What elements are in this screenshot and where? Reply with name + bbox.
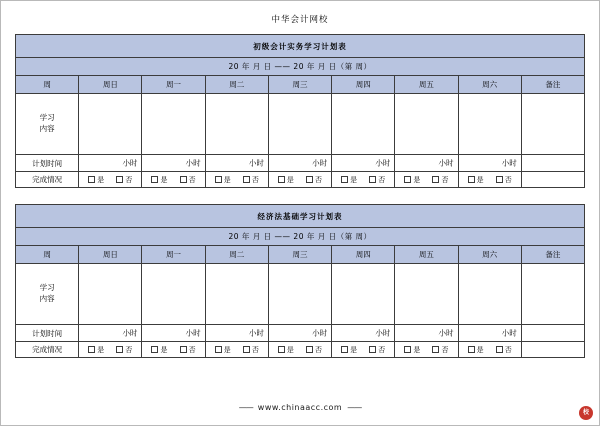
checkbox-no-label: 否 — [504, 345, 512, 354]
column-header-row — [16, 76, 585, 94]
checkbox-yes[interactable] — [151, 345, 167, 355]
footer-url[interactable]: www.chinaacc.com — [257, 403, 343, 412]
status-row-label: 完成情况 — [16, 172, 79, 188]
hour-unit-label: 小时 — [438, 158, 454, 168]
checkbox-yes-label: 是 — [413, 345, 421, 354]
checkbox-icon[interactable] — [243, 176, 250, 183]
time-cell-remark[interactable] — [521, 155, 584, 172]
checkbox-icon[interactable] — [116, 176, 123, 183]
status-cell-mon[interactable] — [142, 342, 205, 358]
time-cell-sat[interactable] — [458, 325, 521, 342]
yes-no-group — [142, 342, 204, 357]
hour-unit-label: 小时 — [122, 328, 138, 338]
col-header-sat: 周六 — [458, 246, 521, 264]
hour-unit-label: 小时 — [438, 328, 454, 338]
col-header-remark: 备注 — [521, 76, 584, 94]
checkbox-icon[interactable] — [151, 176, 158, 183]
content-cell-tue[interactable] — [205, 264, 268, 325]
status-cell-fri[interactable] — [395, 342, 458, 358]
checkbox-icon[interactable] — [369, 176, 376, 183]
checkbox-no-label: 否 — [125, 345, 133, 354]
time-row — [16, 325, 585, 342]
content-cell-remark[interactable] — [521, 264, 584, 325]
checkbox-no-label: 否 — [441, 175, 449, 184]
checkbox-no[interactable] — [243, 345, 259, 355]
hour-unit-label: 小时 — [185, 328, 201, 338]
hour-unit-label: 小时 — [501, 158, 517, 168]
status-cell-tue[interactable] — [205, 172, 268, 188]
yes-no-group — [459, 342, 521, 357]
time-cell-sat[interactable] — [458, 155, 521, 172]
time-cell-fri[interactable] — [395, 325, 458, 342]
checkbox-no-label: 否 — [378, 175, 386, 184]
checkbox-icon[interactable] — [341, 346, 348, 353]
content-cell-mon[interactable] — [142, 94, 205, 155]
yes-no-group — [332, 172, 394, 187]
col-header-tue: 周二 — [205, 246, 268, 264]
checkbox-yes[interactable] — [278, 345, 294, 355]
checkbox-icon[interactable] — [215, 176, 222, 183]
checkbox-yes[interactable] — [404, 345, 420, 355]
checkbox-icon[interactable] — [432, 176, 439, 183]
yes-no-group — [459, 172, 521, 187]
status-cell-sat[interactable] — [458, 342, 521, 358]
checkbox-icon[interactable] — [306, 176, 313, 183]
content-cell-wed[interactable] — [268, 94, 331, 155]
checkbox-no-label: 否 — [441, 345, 449, 354]
content-cell-thu[interactable] — [332, 264, 395, 325]
yes-no-group — [206, 172, 268, 187]
checkbox-icon[interactable] — [404, 346, 411, 353]
checkbox-no[interactable] — [496, 175, 512, 185]
checkbox-icon[interactable] — [341, 176, 348, 183]
time-cell-sun[interactable] — [79, 325, 142, 342]
plan-table-2 — [15, 204, 585, 358]
col-header-week: 周 — [16, 246, 79, 264]
col-header-thu: 周四 — [332, 76, 395, 94]
content-cell-remark[interactable] — [521, 94, 584, 155]
site-name: 中华会计网校 — [271, 15, 329, 25]
time-cell-mon[interactable] — [142, 155, 205, 172]
status-cell-sun[interactable] — [79, 172, 142, 188]
time-row-label: 计划时间 — [16, 325, 79, 342]
content-cell-wed[interactable] — [268, 264, 331, 325]
checkbox-yes-label: 是 — [160, 175, 168, 184]
content-cell-sun[interactable] — [79, 94, 142, 155]
checkbox-icon[interactable] — [278, 176, 285, 183]
col-header-thu: 周四 — [332, 246, 395, 264]
content-cell-tue[interactable] — [205, 94, 268, 155]
checkbox-no-label: 否 — [188, 345, 196, 354]
status-cell-fri[interactable] — [395, 172, 458, 188]
checkbox-no[interactable] — [432, 345, 448, 355]
checkbox-no[interactable] — [369, 345, 385, 355]
checkbox-icon[interactable] — [369, 346, 376, 353]
time-cell-tue[interactable] — [205, 325, 268, 342]
time-cell-wed[interactable] — [268, 325, 331, 342]
time-cell-fri[interactable] — [395, 155, 458, 172]
subtitle-row — [16, 58, 585, 76]
content-cell-fri[interactable] — [395, 94, 458, 155]
table-gap — [15, 188, 585, 204]
time-cell-remark[interactable] — [521, 325, 584, 342]
time-cell-thu[interactable] — [332, 155, 395, 172]
checkbox-no[interactable] — [116, 175, 132, 185]
checkbox-icon[interactable] — [278, 346, 285, 353]
hour-unit-label: 小时 — [248, 158, 264, 168]
checkbox-icon[interactable] — [468, 176, 475, 183]
checkbox-no-label: 否 — [378, 345, 386, 354]
yes-no-group — [206, 342, 268, 357]
checkbox-no[interactable] — [243, 175, 259, 185]
status-cell-tue[interactable] — [205, 342, 268, 358]
status-cell-remark[interactable] — [521, 342, 584, 358]
checkbox-no[interactable] — [496, 345, 512, 355]
status-cell-remark[interactable] — [521, 172, 584, 188]
col-header-fri: 周五 — [395, 76, 458, 94]
checkbox-no-label: 否 — [188, 175, 196, 184]
checkbox-no-label: 否 — [315, 175, 323, 184]
time-cell-tue[interactable] — [205, 155, 268, 172]
yes-no-group — [332, 342, 394, 357]
time-cell-wed[interactable] — [268, 155, 331, 172]
checkbox-yes-label: 是 — [97, 175, 105, 184]
hour-unit-label: 小时 — [122, 158, 138, 168]
status-cell-thu[interactable] — [332, 342, 395, 358]
content-cell-thu[interactable] — [332, 94, 395, 155]
checkbox-no-label: 否 — [504, 175, 512, 184]
table-subtitle: 20 年 月 日 —— 20 年 月 日（第 周） — [16, 228, 585, 246]
checkbox-no[interactable] — [180, 345, 196, 355]
hour-unit-label: 小时 — [185, 158, 201, 168]
hour-unit-label: 小时 — [312, 328, 328, 338]
checkbox-yes-label: 是 — [160, 345, 168, 354]
checkbox-icon[interactable] — [88, 176, 95, 183]
status-row-label: 完成情况 — [16, 342, 79, 358]
checkbox-yes[interactable] — [151, 175, 167, 185]
checkbox-yes-label: 是 — [413, 175, 421, 184]
checkbox-yes[interactable] — [341, 345, 357, 355]
time-row-label: 计划时间 — [16, 155, 79, 172]
checkbox-icon[interactable] — [432, 346, 439, 353]
hour-unit-label: 小时 — [248, 328, 264, 338]
col-header-tue: 周二 — [205, 76, 268, 94]
status-cell-wed[interactable] — [268, 172, 331, 188]
checkbox-no-label: 否 — [315, 345, 323, 354]
checkbox-yes[interactable] — [88, 345, 104, 355]
col-header-mon: 周一 — [142, 246, 205, 264]
content-cell-sat[interactable] — [458, 94, 521, 155]
checkbox-yes[interactable] — [88, 175, 104, 185]
time-cell-sun[interactable] — [79, 155, 142, 172]
checkbox-icon[interactable] — [496, 176, 503, 183]
status-cell-thu[interactable] — [332, 172, 395, 188]
checkbox-no-label: 否 — [251, 345, 259, 354]
table-subtitle: 20 年 月 日 —— 20 年 月 日（第 周） — [16, 58, 585, 76]
yes-no-group — [79, 172, 141, 187]
content-row — [16, 264, 585, 325]
checkbox-icon[interactable] — [215, 346, 222, 353]
status-row — [16, 172, 585, 188]
checkbox-yes-label: 是 — [223, 175, 231, 184]
yes-no-group — [395, 342, 457, 357]
col-header-fri: 周五 — [395, 246, 458, 264]
content-row — [16, 94, 585, 155]
time-cell-thu[interactable] — [332, 325, 395, 342]
checkbox-icon[interactable] — [496, 346, 503, 353]
content-cell-fri[interactable] — [395, 264, 458, 325]
tables-container — [1, 25, 599, 358]
col-header-remark: 备注 — [521, 246, 584, 264]
hour-unit-label: 小时 — [501, 328, 517, 338]
subtitle-row — [16, 228, 585, 246]
table-title: 初级会计实务学习计划表 — [16, 35, 585, 58]
plan-table-1 — [15, 34, 585, 188]
checkbox-icon[interactable] — [180, 346, 187, 353]
status-cell-sun[interactable] — [79, 342, 142, 358]
hour-unit-label: 小时 — [375, 158, 391, 168]
column-header-row — [16, 246, 585, 264]
title-row — [16, 205, 585, 228]
status-cell-mon[interactable] — [142, 172, 205, 188]
title-row — [16, 35, 585, 58]
checkbox-icon[interactable] — [243, 346, 250, 353]
checkbox-no[interactable] — [369, 175, 385, 185]
checkbox-no[interactable] — [306, 175, 322, 185]
time-row — [16, 155, 585, 172]
checkbox-icon[interactable] — [404, 176, 411, 183]
col-header-sun: 周日 — [79, 246, 142, 264]
checkbox-yes-label: 是 — [476, 175, 484, 184]
checkbox-icon[interactable] — [151, 346, 158, 353]
checkbox-yes-label: 是 — [223, 345, 231, 354]
checkbox-icon[interactable] — [180, 176, 187, 183]
content-cell-sun[interactable] — [79, 264, 142, 325]
checkbox-yes-label: 是 — [476, 345, 484, 354]
checkbox-no-label: 否 — [125, 175, 133, 184]
footer — [1, 403, 599, 412]
yes-no-group — [79, 342, 141, 357]
checkbox-no[interactable] — [180, 175, 196, 185]
site-logo-icon: 校 — [579, 406, 593, 420]
yes-no-group — [395, 172, 457, 187]
checkbox-yes-label: 是 — [350, 175, 358, 184]
checkbox-no[interactable] — [306, 345, 322, 355]
yes-no-group — [269, 172, 331, 187]
col-header-wed: 周三 — [268, 246, 331, 264]
content-cell-sat[interactable] — [458, 264, 521, 325]
checkbox-yes[interactable] — [341, 175, 357, 185]
checkbox-yes[interactable] — [468, 345, 484, 355]
content-row-label: 学习 内容 — [16, 94, 79, 155]
checkbox-yes-label: 是 — [286, 175, 294, 184]
status-row — [16, 342, 585, 358]
time-cell-mon[interactable] — [142, 325, 205, 342]
yes-no-group — [269, 342, 331, 357]
checkbox-yes-label: 是 — [350, 345, 358, 354]
checkbox-no[interactable] — [116, 345, 132, 355]
checkbox-no-label: 否 — [251, 175, 259, 184]
yes-no-group — [142, 172, 204, 187]
content-row-label: 学习 内容 — [16, 264, 79, 325]
checkbox-icon[interactable] — [88, 346, 95, 353]
footer-dash-left: —— — [238, 403, 253, 412]
col-header-wed: 周三 — [268, 76, 331, 94]
checkbox-icon[interactable] — [116, 346, 123, 353]
checkbox-yes-label: 是 — [97, 345, 105, 354]
checkbox-icon[interactable] — [306, 346, 313, 353]
checkbox-yes[interactable] — [215, 175, 231, 185]
footer-dash-right: —— — [347, 403, 362, 412]
checkbox-yes[interactable] — [404, 175, 420, 185]
checkbox-yes[interactable] — [278, 175, 294, 185]
content-cell-mon[interactable] — [142, 264, 205, 325]
table-title: 经济法基础学习计划表 — [16, 205, 585, 228]
checkbox-yes-label: 是 — [286, 345, 294, 354]
hour-unit-label: 小时 — [312, 158, 328, 168]
col-header-week: 周 — [16, 76, 79, 94]
hour-unit-label: 小时 — [375, 328, 391, 338]
checkbox-icon[interactable] — [468, 346, 475, 353]
col-header-mon: 周一 — [142, 76, 205, 94]
checkbox-yes[interactable] — [215, 345, 231, 355]
checkbox-yes[interactable] — [468, 175, 484, 185]
col-header-sat: 周六 — [458, 76, 521, 94]
checkbox-no[interactable] — [432, 175, 448, 185]
status-cell-sat[interactable] — [458, 172, 521, 188]
col-header-sun: 周日 — [79, 76, 142, 94]
status-cell-wed[interactable] — [268, 342, 331, 358]
